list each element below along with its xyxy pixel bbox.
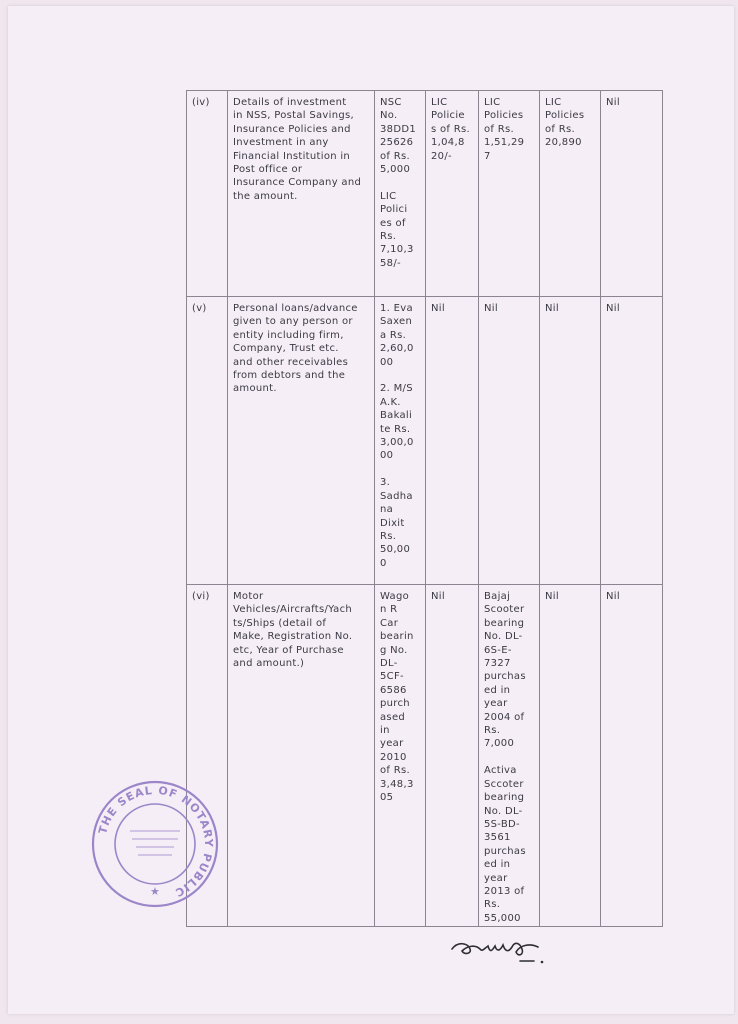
svg-text:★: ★ (150, 885, 160, 898)
row-number: (iv) (187, 91, 228, 297)
table-row-v (187, 297, 663, 585)
cell-col3: Nil (479, 297, 540, 585)
row-number: (v) (187, 297, 228, 585)
cell-col4: Nil (540, 585, 601, 927)
cell-col3: LIC Policies of Rs. 1,51,29 7 (479, 91, 540, 297)
seal-ring-text: THE SEAL OF NOTARY PUBLIC (96, 783, 216, 900)
table-row-iv (187, 91, 663, 297)
row-description: Motor Vehicles/Aircrafts/Yach ts/Ships (detail of Make, Registration No. etc, Year of Purchase and amount.) (228, 585, 375, 927)
row-number: (vi) (187, 585, 228, 927)
asset-details-table (186, 90, 663, 927)
cell-col5: Nil (601, 297, 663, 585)
row-description: Details of investment in NSS, Postal Savings, Insurance Policies and Investment in any Financial Institution in Post office or Insurance Company and the amount. (228, 91, 375, 297)
svg-text:THE SEAL OF NOTARY PUBLIC (96, 784, 215, 900)
cell-col1: 1. Eva Saxen a Rs. 2,60,0 00 2. M/S A.K. Bakali te Rs. 3,00,0 00 3. Sadha na Dixit Rs. 50,00 0 (375, 297, 426, 585)
cell-col4: Nil (540, 297, 601, 585)
cell-col1: Wago n R Car bearin g No. DL- 5CF- 6586 purch ased in year 2010 of Rs. 3,48,3 05 (375, 585, 426, 927)
cell-col4: LIC Policies of Rs. 20,890 (540, 91, 601, 297)
cell-col5: Nil (601, 585, 663, 927)
cell-col5: Nil (601, 91, 663, 297)
cell-col2: Nil (426, 585, 479, 927)
cell-col3: Bajaj Scooter bearing No. DL- 6S-E- 7327 purchas ed in year 2004 of Rs. 7,000 Activa Sccoter bearing No. DL- 5S-BD- 3561 purchas ed in year 2013 of Rs. 55,000 (479, 585, 540, 927)
handwritten-signature (448, 931, 558, 971)
notary-seal-stamp (90, 779, 220, 909)
document-page (8, 6, 734, 1014)
cell-col2: LIC Policie s of Rs. 1,04,8 20/- (426, 91, 479, 297)
cell-col1: NSC No. 38DD1 25626 of Rs. 5,000 LIC Polici es of Rs. 7,10,3 58/- (375, 91, 426, 297)
cell-col2: Nil (426, 297, 479, 585)
table-row-vi (187, 585, 663, 927)
row-description: Personal loans/advance given to any person or entity including firm, Company, Trust etc. and other receivables from debtors and the amount. (228, 297, 375, 585)
